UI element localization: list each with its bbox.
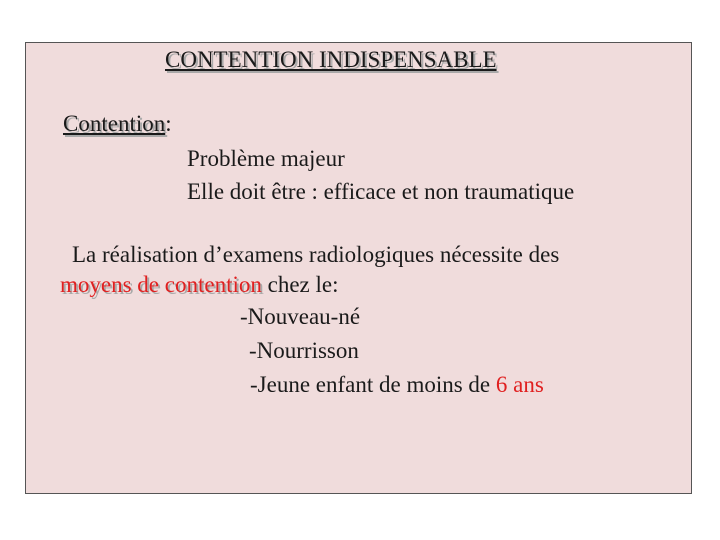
list-item-newborn: -Nouveau-né: [240, 304, 361, 329]
paragraph-line-1: La réalisation d’examens radiologiques nécessite des: [72, 242, 560, 267]
paragraph-line-2: [60, 273, 338, 296]
highlight-contention-means: moyens de contention: [60, 272, 262, 297]
highlight-age: 6 ans: [495, 372, 544, 397]
point-major-problem: Problème majeur: [187, 146, 345, 171]
point-requirements: Elle doit être : efficace et non traumatique: [187, 179, 575, 204]
list-item-infant: -Nourrisson: [249, 338, 359, 363]
heading-word: Contention: [63, 111, 166, 136]
list-item-young-child: [250, 373, 544, 396]
list-item-young-child-text: -Jeune enfant de moins de: [250, 372, 496, 397]
section-heading: [63, 112, 172, 135]
heading-colon: :: [165, 111, 172, 136]
paragraph-line-2-rest: chez le:: [261, 272, 339, 297]
slide-panel: [25, 42, 692, 494]
slide-title: CONTENTION INDISPENSABLE: [165, 47, 497, 72]
